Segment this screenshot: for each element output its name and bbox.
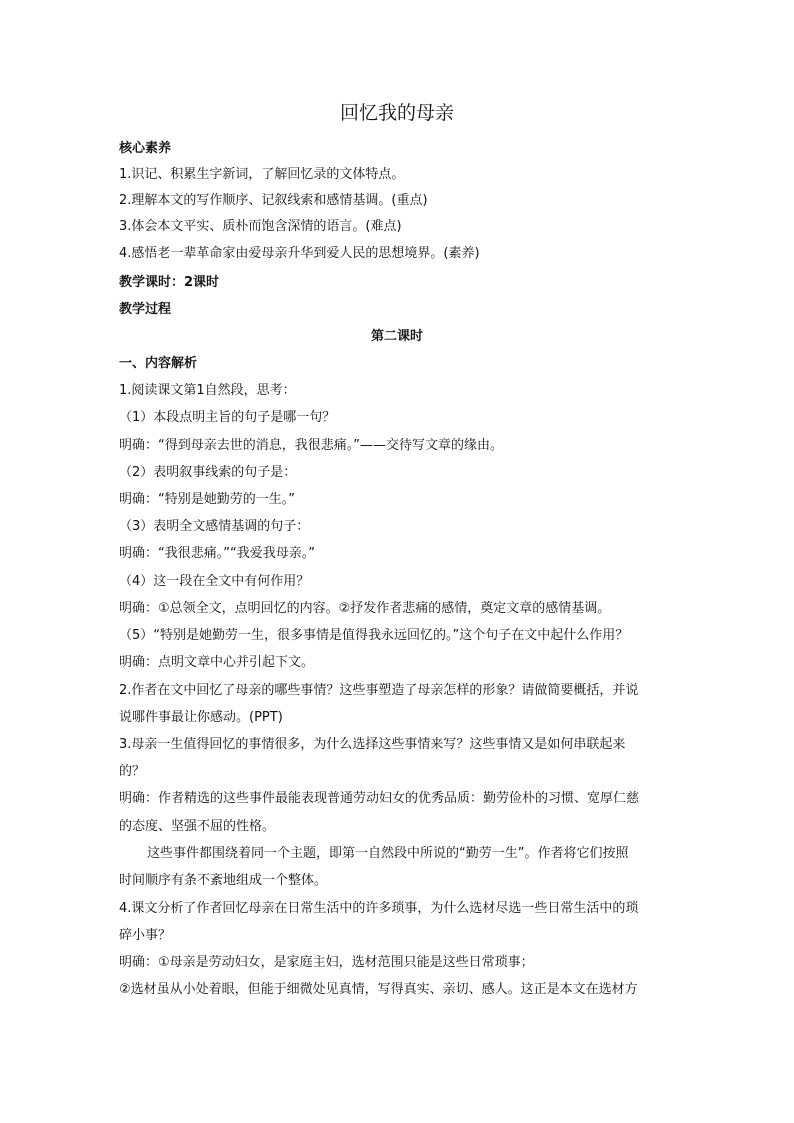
- body-line: 明确：“特别是她勤劳的一生。”: [119, 492, 295, 507]
- core-competency-heading: 核心素养: [119, 141, 172, 156]
- body-line: （3）表明全文感情基调的句子：: [119, 519, 310, 534]
- body-line: （5）“特别是她勤劳一生，很多事情是值得我永远回忆的。”这个句子在文中起什么作用？: [119, 628, 629, 643]
- body-line: 的态度、坚强不屈的性格。: [119, 819, 276, 834]
- body-line: 2.作者在文中回忆了母亲的哪些事情？这些事塑造了母亲怎样的形象？请做简要概括，并说: [119, 683, 639, 698]
- body-line: （4）这一段在全文中有何作用？: [119, 574, 310, 589]
- goal-item: 3.体会本文平实、质朴而饱含深情的语言。(难点): [119, 219, 402, 234]
- body-line: 明确：点明文章中心并引起下文。: [119, 655, 315, 670]
- goal-item: 4.感悟老一辈革命家由爱母亲升华到爱人民的思想境界。(素养): [119, 246, 480, 261]
- body-line: 明确：“我很悲痛。”“我爱我母亲。”: [119, 546, 315, 561]
- body-line: 3.母亲一生值得回忆的事情很多，为什么选择这些事情来写？这些事情又是如何串联起来: [119, 737, 626, 752]
- body-line: 这些事件都围绕着同一个主题，即第一自然段中所说的“勤劳一生”。作者将它们按照: [147, 846, 629, 861]
- teaching-process-heading: 教学过程: [119, 302, 172, 317]
- body-line: 时间顺序有条不紊地组成一个整体。: [119, 873, 328, 888]
- body-line: 碎小事？: [119, 928, 172, 943]
- body-line: 明确：①母亲是劳动妇女，是家庭主妇，选材范围只能是这些日常琐事；: [119, 955, 534, 970]
- body-line: （1）本段点明主旨的句子是哪一句？: [119, 410, 336, 425]
- body-line: ②选材虽从小处着眼，但能于细微处见真情，写得真实、亲切、感人。这正是本文在选材方: [119, 982, 638, 997]
- body-line: 明确：“得到母亲去世的消息，我很悲痛。”——交待写文章的缘由。: [119, 438, 503, 453]
- body-line: 的？: [119, 764, 146, 779]
- part-heading: 一、内容解析: [119, 356, 198, 371]
- body-line: 4.课文分析了作者回忆母亲在日常生活中的许多琐事，为什么选材尽选一些日常生活中的琐: [119, 901, 639, 916]
- body-line: （2）表明叙事线索的句子是：: [119, 465, 297, 480]
- body-line: 1.阅读课文第1自然段，思考：: [119, 383, 296, 398]
- document-title: 回忆我的母亲: [339, 102, 454, 124]
- goal-item: 2.理解本文的写作顺序、记叙线索和感情基调。(重点): [119, 193, 428, 208]
- lesson-heading: 第二课时: [370, 329, 423, 344]
- teaching-hours: 教学课时：2课时: [119, 275, 220, 290]
- body-line: 明确：①总领全文，点明回忆的内容。②抒发作者悲痛的感情，奠定文章的感情基调。: [119, 601, 611, 616]
- goal-item: 1.识记、积累生字新词，了解回忆录的文体特点。: [119, 167, 405, 182]
- body-line: 明确：作者精选的这些事件最能表现普通劳动妇女的优秀品质：勤劳俭朴的习惯、宽厚仁慈: [119, 791, 640, 806]
- body-line: 说哪件事最让你感动。(PPT): [119, 710, 283, 725]
